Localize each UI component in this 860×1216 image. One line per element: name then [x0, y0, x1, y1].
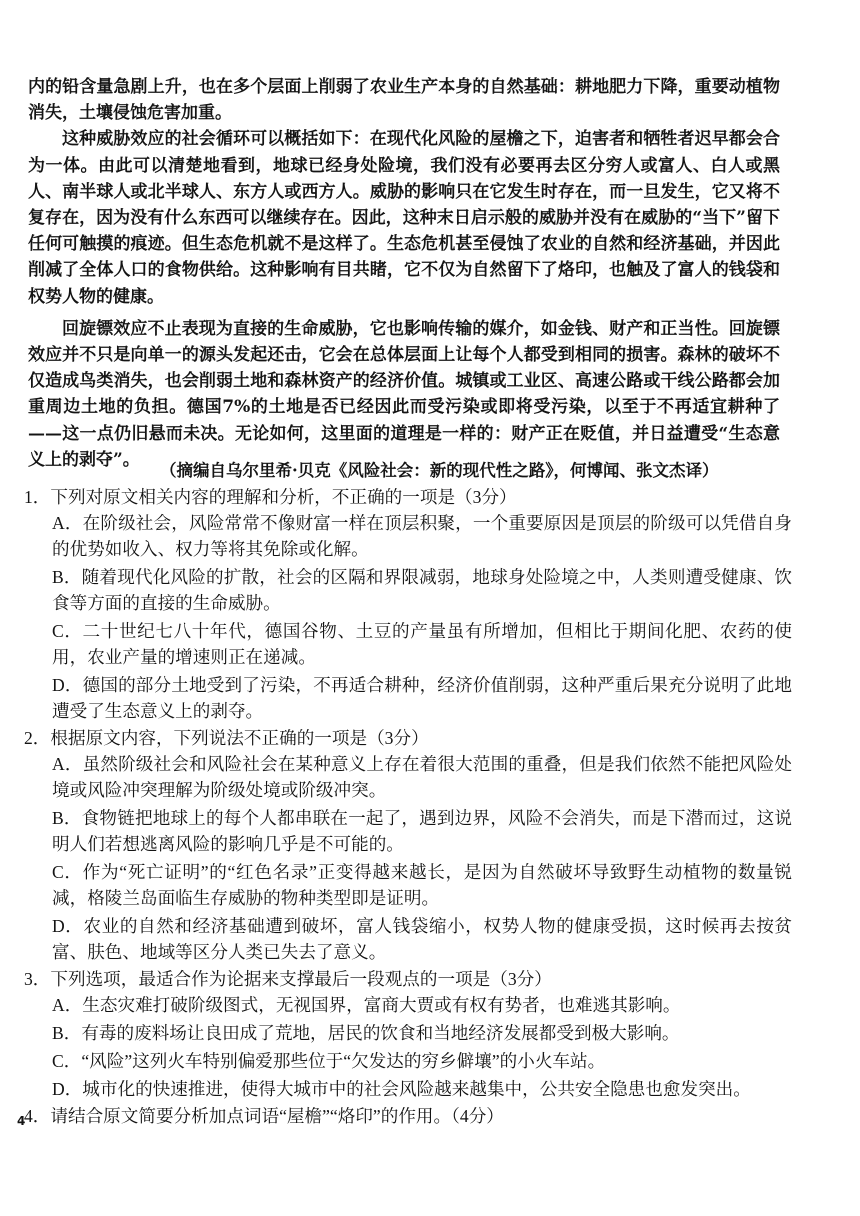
passage-paragraph-2: 这种威胁效应的社会循环可以概括如下：在现代化风险的屋檐之下，迫害者和牺牲者迟早都会合为一体。由此可以清楚地看到，地球已经身处险境，我们没有必要再去区分穷人或富人、白人或黑人、南半球人或北半球人、东方人或西方人。威胁的影响只在它发生时存在，而一旦发生，它又将不复存在，因为没有什么东西可以继续存在。因此，这种末日启示般的威胁并没有在威胁的“当下”留下任何可触摸的痕迹。但生态危机就不是这样了。生态危机甚至侵蚀了农业的自然和经济基础，并因此削减了全体人口的食物供给。这种影响有目共睹，它不仅为自然留下了烙印，也触及了富人的钱袋和权势人物的健康。 — [28, 129, 780, 307]
question-list — [24, 484, 792, 1129]
option-d: D．城市化的快速推进，使得大城市中的社会风险越来越集中，公共安全隐患也愈发突出。 — [52, 1079, 751, 1099]
question-stem: 2．根据原文内容，下列说法不正确的一项是（3分） — [24, 728, 429, 748]
question-stem: 4．请结合原文简要分析加点词语“屋檐”“烙印”的作用。（4分） — [24, 1106, 504, 1126]
question-2 — [24, 725, 792, 965]
option-a: A．生态灾难打破阶级图式，无视国界，富商大贾或有权有势者，也难逃其影响。 — [52, 995, 681, 1015]
passage-source: （摘编自乌尔里希·贝克《风险社会：新的现代性之路》，何博闻、张文杰译） — [160, 461, 719, 480]
question-stem: 3．下列选项，最适合作为论据来支撑最后一段观点的一项是（3分） — [24, 969, 552, 989]
option-d: D．农业的自然和经济基础遭到破坏，富人钱袋缩小，权势人物的健康受损，这时候再去按贫富、肤色、地域等区分人类已失去了意义。 — [52, 916, 792, 962]
option-b: B．食物链把地球上的每个人都串联在一起了，遇到边界，风险不会消失，而是下潜而过，这说明人们若想逃离风险的影响几乎是不可能的。 — [52, 808, 792, 854]
option-d: D．德国的部分土地受到了污染，不再适合耕种，经济价值削弱，这种严重后果充分说明了此地遭受了生态意义上的剥夺。 — [52, 675, 792, 721]
question-4 — [24, 1103, 792, 1129]
option-a: A．在阶级社会，风险常常不像财富一样在顶层积聚，一个重要原因是顶层的阶级可以凭借自身的优势如收入、权力等将其免除或化解。 — [52, 513, 792, 559]
option-b: B．随着现代化风险的扩散，社会的区隔和界限减弱，地球身处险境之中，人类则遭受健康、饮食等方面的直接的生命威胁。 — [52, 567, 792, 613]
option-b: B．有毒的废料场让良田成了荒地，居民的饮食和当地经济发展都受到极大影响。 — [52, 1023, 680, 1043]
option-c: C．作为“死亡证明”的“红色名录”正变得越来越长，是因为自然破坏导致野生动植物的数量锐减，格陵兰岛面临生存威胁的物种类型即是证明。 — [52, 862, 792, 908]
passage-paragraph-3: 回旋镖效应不止表现为直接的生命威胁，它也影响传输的媒介，如金钱、财产和正当性。回旋镖效应并不只是向单一的源头发起还击，它会在总体层面上让每个人都受到相同的损害。森林的破坏不仅造成鸟类消失，也会削弱土地和森林资产的经济价值。城镇或工业区、高速公路或干线公路都会加重周边土地的负担。德国7%的土地是否已经因此而受污染或即将受污染，以至于不再适宜耕种了——这一点仍旧悬而未决。无论如何，这里面的道理是一样的：财产正在贬值，并日益遭受“生态意义上的剥夺”。 — [28, 318, 780, 470]
reading-passage — [28, 74, 780, 473]
question-3 — [24, 966, 792, 1102]
option-a: A．虽然阶级社会和风险社会在某种意义上存在着很大范围的重叠，但是我们依然不能把风险处境或风险冲突理解为阶级处境或阶级冲突。 — [52, 754, 792, 800]
option-c: C．二十世纪七八十年代，德国谷物、土豆的产量虽有所增加，但相比于期间化肥、农药的使用，农业产量的增速则正在递减。 — [52, 621, 792, 667]
question-stem: 1．下列对原文相关内容的理解和分析，不正确的一项是（3分） — [24, 487, 517, 507]
question-1 — [24, 484, 792, 724]
passage-paragraph-1: 内的铅含量急剧上升，也在多个层面上削弱了农业生产本身的自然基础：耕地肥力下降，重要动植物消失，土壤侵蚀危害加重。 — [28, 77, 780, 124]
option-c: C．“风险”这列火车特别偏爱那些位于“欠发达的穷乡僻壤”的小火车站。 — [52, 1051, 606, 1071]
page-number: 4 — [17, 1114, 26, 1128]
